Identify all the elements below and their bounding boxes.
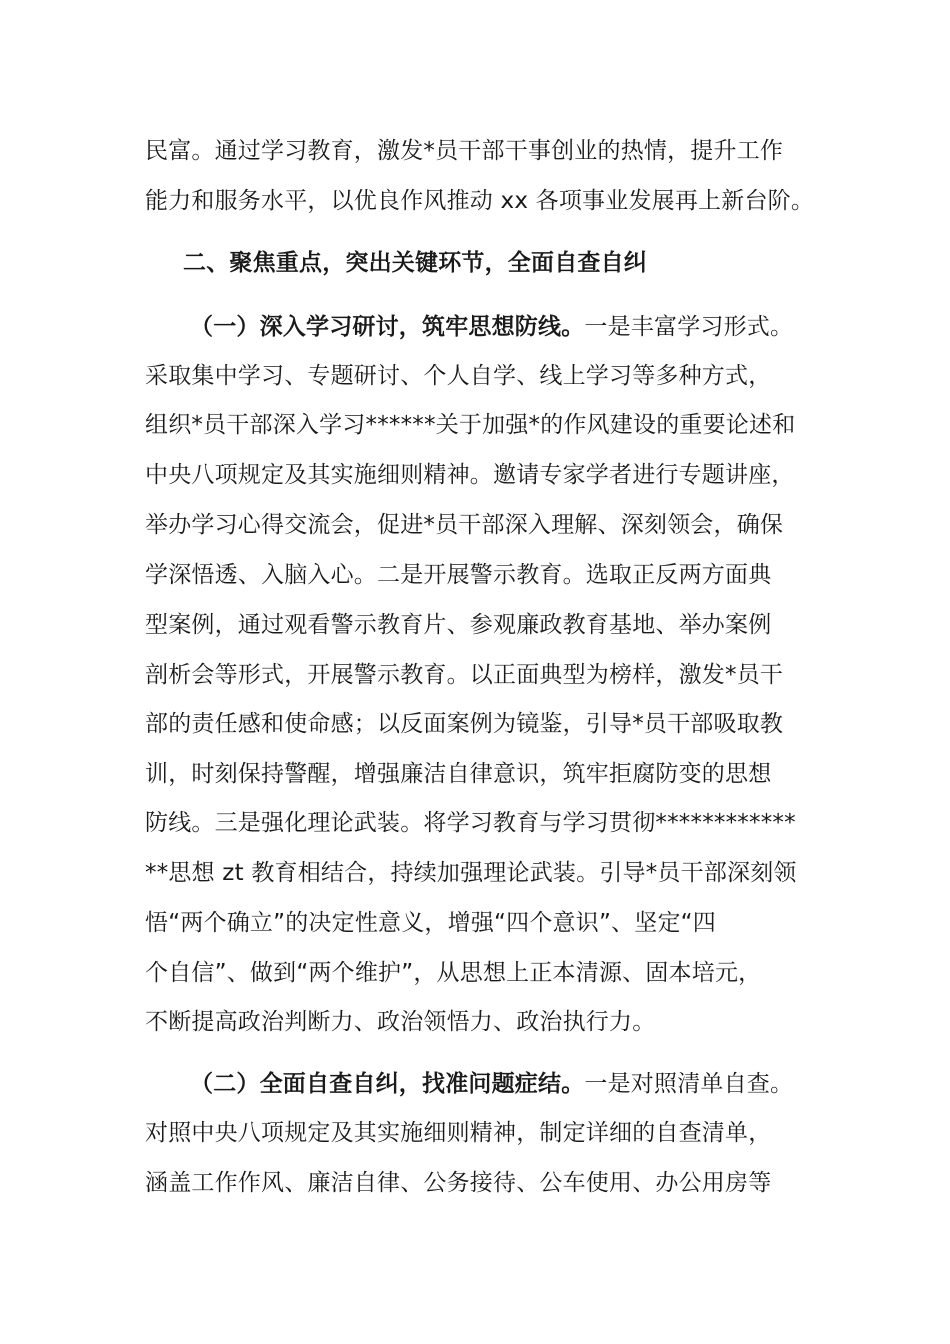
- subsection-1-line: 不断提高政治判断力、政治领悟力、政治执行力。: [145, 1009, 656, 1035]
- subsection-2-first-text: 一是对照清单自查。: [584, 1071, 794, 1097]
- subsection-2-line: 对照中央八项规定及其实施细则精神，制定详细的自查清单，: [145, 1120, 772, 1146]
- subsection-2-title: （二）全面自查自纠，找准问题症结。: [190, 1071, 585, 1097]
- intro-line-2: 能力和服务水平，以优良作风推动 xx 各项事业发展再上新台阶。: [145, 188, 815, 214]
- subsection-1-line: 采取集中学习、专题研讨、个人自学、线上学习等多种方式，: [145, 363, 772, 389]
- subsection-1-first-text: 一是丰富学习形式。: [584, 314, 794, 340]
- subsection-1-line: **思想 zt 教育相结合，持续加强理论武装。引导*员干部深刻领: [145, 860, 797, 886]
- intro-line-1: 民富。通过学习教育，激发*员干部干事创业的热情，提升工作: [145, 138, 784, 164]
- subsection-1-first-line: [190, 310, 793, 344]
- subsection-1-line: 悟“两个确立”的决定性意义，增强“四个意识”、坚定“四: [145, 910, 716, 936]
- section-heading: 二、聚焦重点，突出关键环节，全面自查自纠: [183, 250, 647, 276]
- subsection-1-line: 学深悟透、入脑入心。二是开展警示教育。选取正反两方面典: [145, 562, 772, 588]
- subsection-2-first-line: [190, 1067, 793, 1101]
- subsection-1-line: 训，时刻保持警醒，增强廉洁自律意识，筑牢拒腐防变的思想: [145, 761, 772, 787]
- subsection-1-line: 防线。三是强化理论武装。将学习教育与学习贯彻************: [145, 810, 796, 836]
- subsection-1-line: 个自信”、做到“两个维护”，从思想上正本清源、固本培元，: [145, 960, 762, 986]
- subsection-1-line: 剖析会等形式，开展警示教育。以正面典型为榜样，激发*员干: [145, 662, 784, 688]
- subsection-1-line: 举办学习心得交流会，促进*员干部深入理解、深刻领会，确保: [145, 512, 784, 538]
- subsection-1-line: 组织*员干部深入学习******关于加强*的作风建设的重要论述和: [145, 412, 796, 438]
- subsection-1-line: 中央八项规定及其实施细则精神。邀请专家学者进行专题讲座，: [145, 462, 795, 488]
- subsection-2-line: 涵盖工作作风、廉洁自律、公务接待、公车使用、办公用房等: [145, 1170, 772, 1196]
- subsection-1-line: 部的责任感和使命感；以反面案例为镜鉴，引导*员干部吸取教: [145, 711, 784, 737]
- subsection-1-title: （一）深入学习研讨，筑牢思想防线。: [190, 314, 585, 340]
- subsection-1-line: 型案例，通过观看警示教育片、参观廉政教育基地、举办案例: [145, 612, 772, 638]
